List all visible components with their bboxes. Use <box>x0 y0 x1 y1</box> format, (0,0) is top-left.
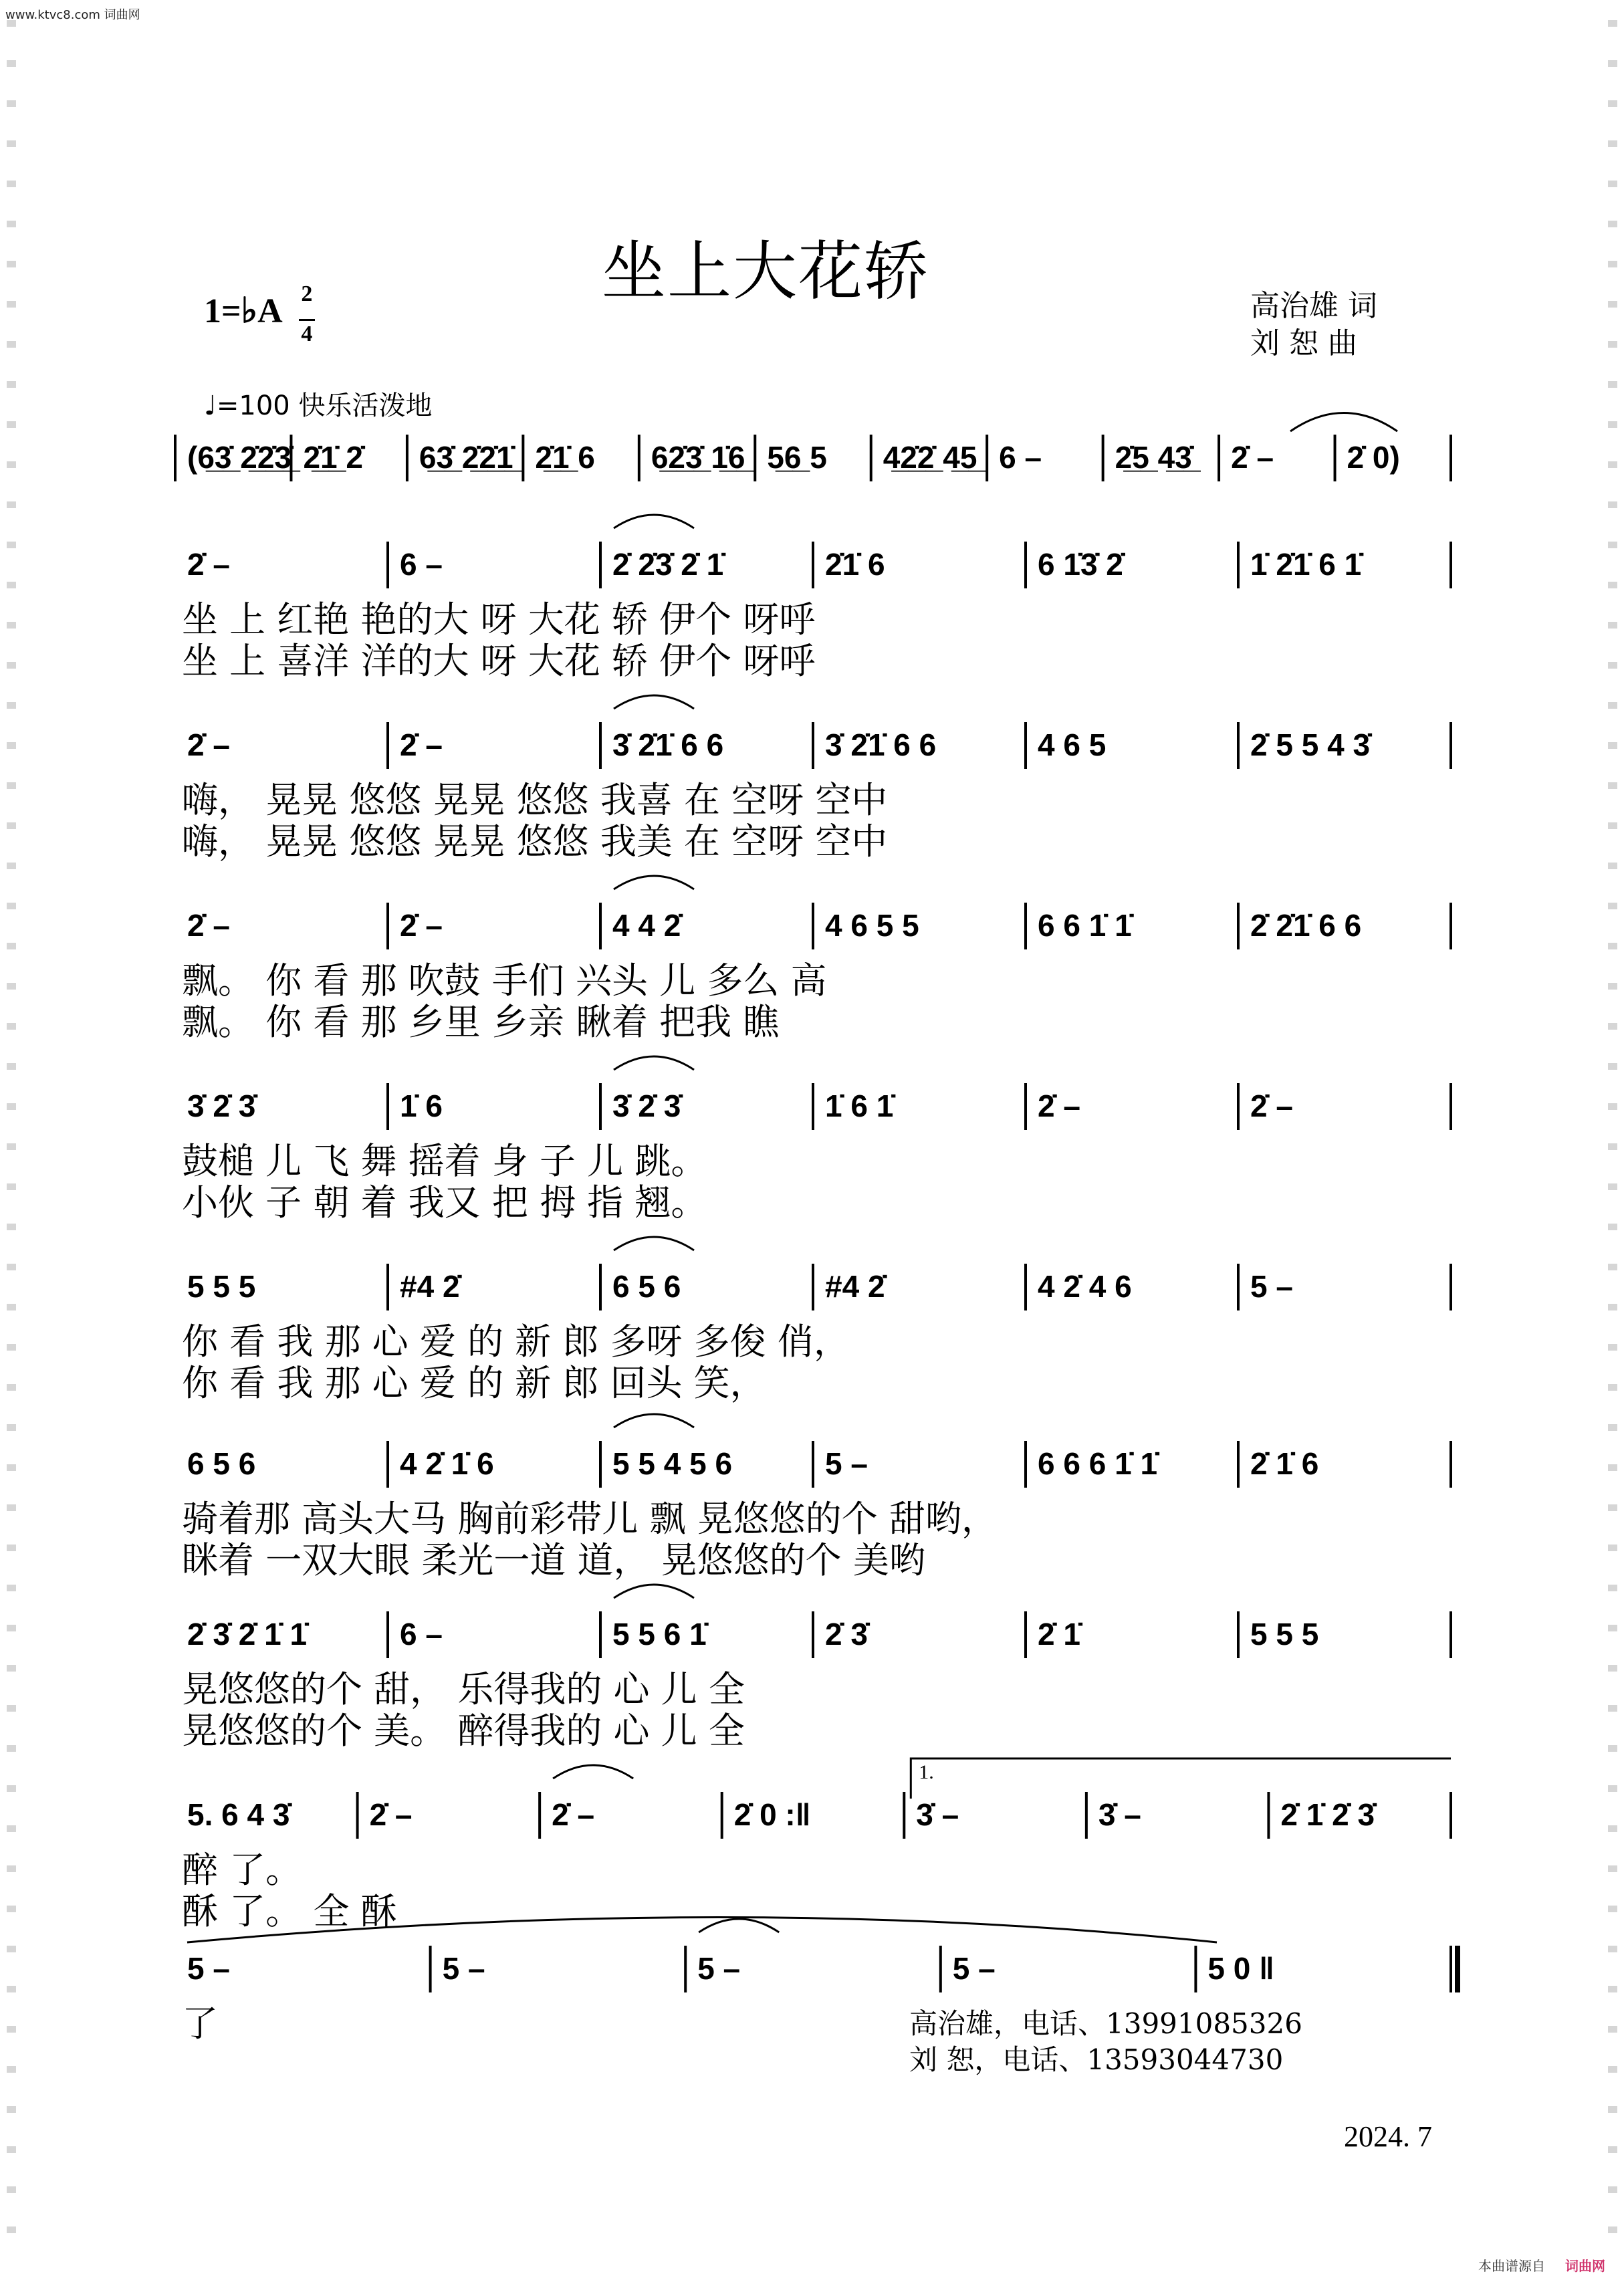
measure-notes: #4 2̇ <box>400 1269 460 1304</box>
measure-notes: 2̲̇1̲̇ 6 <box>535 440 595 475</box>
lyric-line: 晃悠悠的个 美。 醉得我的 心 儿 全 <box>182 1710 745 1752</box>
measure-notes: 3̇ 2̇1̇ 6 6 <box>612 727 724 762</box>
measure-notes: 3̇ 2̇ 3̇ <box>612 1089 681 1123</box>
measure-notes: 4̲2̲̇2̲̇ 4̲5̲ <box>883 440 977 475</box>
measure-notes: 5 5 6 1̇ <box>612 1617 707 1651</box>
measure-notes: 5 – <box>825 1446 868 1481</box>
slur <box>614 1237 694 1250</box>
song-title: 坐上大花轿 <box>602 234 929 309</box>
time-numerator: 2 <box>301 281 313 306</box>
measure-notes: 6̲3̲̇ 2̲̇2̲̇1̲̇ <box>419 440 513 475</box>
measure-notes: 6 6 1̇ 1̇ <box>1038 908 1132 943</box>
lyric-line: 嗨， 晃晃 悠悠 晃晃 悠悠 我美 在 空呀 空中 <box>182 820 888 863</box>
slur <box>614 1056 694 1070</box>
slur <box>614 1414 694 1428</box>
lyric-line: 你 看 我 那 心 爱 的 新 郎 回头 笑， <box>182 1362 766 1404</box>
measure-notes: 2̇ 3̇ <box>825 1617 868 1651</box>
measure-notes: 2̇ 1̇ 2̇ 3̇ <box>1280 1797 1375 1832</box>
lyric-line: 眯着 一双大眼 柔光一道 道， 晃悠悠的个 美哟 <box>182 1539 925 1581</box>
key-label: 1=♭A <box>204 292 281 330</box>
measure-notes: 3̇ – <box>916 1797 959 1832</box>
measure-notes: 3̇ 2̇1̇ 6 6 <box>825 727 937 762</box>
composer-credit: 刘 恕 曲 <box>1250 326 1357 360</box>
measure-notes: 2̇ 5 5 4 3̇ <box>1250 727 1371 762</box>
lyric-line: 醉 了。 <box>182 1849 302 1891</box>
measure-notes: (6̲3̲̇ 2̲̇2̲̇3̲̇ <box>187 440 292 475</box>
measure-notes: 6 – <box>400 547 443 582</box>
date: 2024. 7 <box>1344 2120 1432 2153</box>
measure-notes: 2̇ – <box>1231 440 1274 475</box>
lyric-line: 你 看 我 那 心 爱 的 新 郎 多呀 多俊 俏， <box>182 1321 850 1363</box>
measure-notes: 2̲̇1̲̇ 2̇ <box>303 440 363 475</box>
measure-notes: 2̇ – <box>400 727 443 762</box>
measure-notes: 2̇ – <box>369 1797 413 1832</box>
measure-notes: 1̇ 6 <box>400 1089 443 1123</box>
contact-line-1: 高治雄，电话、13991085326 <box>909 2007 1302 2040</box>
measure-notes: 2̇ – <box>187 547 230 582</box>
measure-notes: 2̇ 2̇3̇ 2̇ 1̇ <box>612 547 724 582</box>
lyric-line: 了 <box>182 2003 218 2045</box>
measure-notes: 1̇ 6 1̇ <box>825 1089 894 1123</box>
tempo-marking: ♩=100 快乐活泼地 <box>204 390 433 421</box>
time-denominator: 4 <box>301 322 313 346</box>
contact-info <box>909 2006 1302 2078</box>
lyric-line: 飘。 你 看 那 吹鼓 手们 兴头 儿 多么 高 <box>182 959 827 1002</box>
measure-notes: 4 2̇ 1̇ 6 <box>400 1446 494 1481</box>
measure-notes: 5 – <box>952 1951 996 1986</box>
measure-notes: 5 – <box>187 1951 230 1986</box>
measure-notes: 2̇ 0 :‖ <box>733 1797 811 1832</box>
measure-notes: 5 5 5 <box>187 1269 256 1304</box>
measure-notes: 2̇ – <box>187 908 230 943</box>
lyricist-credit: 高治雄 词 <box>1250 289 1377 323</box>
measure-notes: 6 – <box>400 1617 443 1651</box>
measure-notes: 5 – <box>1250 1269 1293 1304</box>
site-header[interactable]: www.ktvc8.com 词曲网 <box>5 8 140 22</box>
measure-notes: 5 – <box>697 1951 741 1986</box>
measure-notes: 5 – <box>442 1951 485 1986</box>
measure-notes: 1̇ 2̇1̇ 6 1̇ <box>1250 547 1362 582</box>
measure-notes: 2̇ 0) <box>1347 440 1400 475</box>
measure-notes: 5 0 ‖ <box>1207 1951 1275 1986</box>
measure-notes: 2̇1̇ 6 <box>825 547 885 582</box>
contact-line-2: 刘 恕，电话、13593044730 <box>909 2043 1284 2076</box>
slur <box>614 695 694 709</box>
measure-notes: 2̲̇5̲ 4̲3̲̇ <box>1115 440 1192 475</box>
lyric-line: 骑着那 高头大马 胸前彩带儿 飘 晃悠悠的个 甜哟， <box>182 1498 998 1540</box>
slur <box>614 1585 694 1598</box>
measure-notes: 6 5 6 <box>187 1446 256 1481</box>
measure-notes: 6̲2̲̇3̲̇ 1̲̇6̲ <box>651 440 745 475</box>
measure-notes: 2̇ 1̇ 6 <box>1250 1446 1319 1481</box>
measure-notes: 2̇ – <box>1250 1089 1293 1123</box>
measure-notes: 2̇ – <box>187 727 230 762</box>
lyric-line: 晃悠悠的个 甜， 乐得我的 心 儿 全 <box>182 1668 745 1710</box>
footer-watermark[interactable] <box>1478 2255 1605 2275</box>
measure-notes: 6 6 6 1̇ 1̇ <box>1038 1446 1158 1481</box>
measure-notes: 2̇ – <box>552 1797 595 1832</box>
measure-notes: 5 5 4 5 6 <box>612 1446 733 1481</box>
measure-notes: 2̇ – <box>400 908 443 943</box>
measure-notes: 2̇ 2̇1̇ 6 6 <box>1250 908 1362 943</box>
measure-notes: 5̲6̲ 5 <box>767 440 827 475</box>
lyric-line: 坐 上 红艳 艳的大 呀 大花 轿 伊个 呀呼 <box>182 598 816 641</box>
measure-notes: 3̇ – <box>1098 1797 1141 1832</box>
measure-notes: 6 1̇3̇ 2̇ <box>1038 547 1123 582</box>
measure-notes: 4 6 5 <box>1038 727 1107 762</box>
measure-notes: 2̇ 1̇ <box>1038 1617 1080 1651</box>
measure-notes: 2̇ – <box>1038 1089 1080 1123</box>
measure-notes: #4 2̇ <box>825 1269 885 1304</box>
measure-notes: 5. 6 4 3̇ <box>187 1797 290 1832</box>
slur <box>553 1765 633 1779</box>
measure-notes: 6 – <box>999 440 1042 475</box>
measure-notes: 3̇ 2̇ 3̇ <box>187 1089 256 1123</box>
measure-notes: 4 2̇ 4 6 <box>1038 1269 1132 1304</box>
measure-notes: 6 5 6 <box>612 1269 681 1304</box>
measure-notes: 4 4 2̇ <box>612 908 681 943</box>
slur <box>614 876 694 889</box>
measure-notes: 5 5 5 <box>1250 1617 1319 1651</box>
measure-notes: 2̇ 3̇ 2̇ 1̇ 1̇ <box>187 1617 308 1651</box>
lyric-line: 鼓槌 儿 飞 舞 摇着 身 子 儿 跳。 <box>182 1140 707 1182</box>
lyric-line: 小伙 子 朝 着 我又 把 拇 指 翘。 <box>182 1181 707 1224</box>
measure-notes: 4 6 5 5 <box>825 908 919 943</box>
lyric-line: 嗨， 晃晃 悠悠 晃晃 悠悠 我喜 在 空呀 空中 <box>182 779 888 821</box>
slur <box>614 515 694 528</box>
lyric-line: 飘。 你 看 那 乡里 乡亲 瞅着 把我 瞧 <box>182 1001 780 1043</box>
volta-bracket <box>911 1758 1451 1799</box>
footer-brand: 词曲网 <box>1565 2258 1605 2274</box>
footer-source: 本曲谱源自 <box>1478 2258 1545 2274</box>
lyric-line: 酥 了。 全 酥 <box>182 1890 397 1932</box>
tie <box>1290 413 1397 432</box>
slur <box>699 1919 779 1932</box>
lyric-line: 坐 上 喜洋 洋的大 呀 大花 轿 伊个 呀呼 <box>182 640 816 682</box>
volta-label: 1. <box>919 1761 934 1783</box>
